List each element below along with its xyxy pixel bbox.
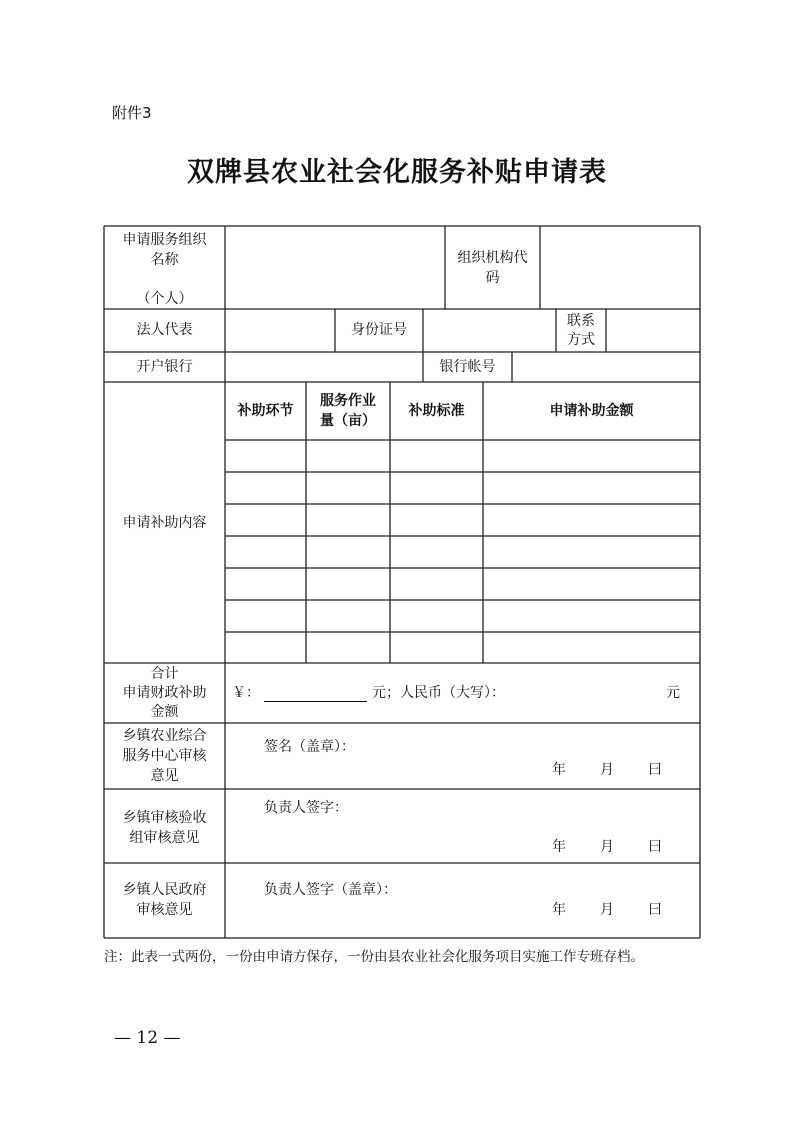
col-stage-header: 补助环节 <box>237 403 294 419</box>
town-gov-label-2: 审核意见 <box>136 902 193 918</box>
page-number: — 12 — <box>114 1028 181 1048</box>
contact-label-1: 联系 <box>567 313 595 329</box>
total-label-1: 合计 <box>150 666 179 682</box>
org-code-label-1: 组织机构代 <box>457 250 528 266</box>
id-number-label: 身份证号 <box>351 322 407 338</box>
bank-label: 开户银行 <box>136 359 193 375</box>
col-area-header-2: 量（亩） <box>320 413 376 429</box>
town-gov-label-1: 乡镇人民政府 <box>122 882 207 898</box>
legal-rep-label: 法人代表 <box>136 322 193 338</box>
gov-month: 月 <box>600 902 614 918</box>
attachment-label: 附件3 <box>112 104 152 122</box>
org-code-label-2: 码 <box>485 270 500 286</box>
yuan-end-label: 元 <box>666 685 680 701</box>
form-note: 注：此表一式两份，一份由申请方保存，一份由县农业社会化服务项目实施工作专班存档。 <box>104 949 644 965</box>
bank-account-label: 银行帐号 <box>439 359 496 375</box>
check-day: 曰 <box>648 839 662 855</box>
total-label-2: 申请财政补助 <box>122 685 207 701</box>
center-day: 曰 <box>648 762 662 778</box>
org-name-label-2: 名称 <box>150 252 179 268</box>
contact-label-2: 方式 <box>567 332 595 348</box>
town-check-label-1: 乡镇审核验收 <box>122 810 207 826</box>
col-area-header-1: 服务作业 <box>320 393 376 409</box>
subsidy-content-label: 申请补助内容 <box>122 515 207 531</box>
town-check-label-2: 组审核意见 <box>129 830 200 846</box>
yuan-rmb-label: 元；人民币（大写）： <box>372 685 505 701</box>
gov-year: 年 <box>552 902 566 918</box>
total-label-3: 金额 <box>150 704 179 720</box>
yen-sign: ￥： <box>232 685 260 701</box>
page-title: 双牌县农业社会化服务补贴申请表 <box>187 157 607 188</box>
leader-sign-seal-label: 负责人签字（盖章）： <box>264 882 397 898</box>
town-center-label-3: 意见 <box>150 768 179 784</box>
col-amount-header: 申请补助金额 <box>549 403 634 419</box>
col-standard-header: 补助标准 <box>408 403 465 419</box>
org-name-label-3: （个人） <box>136 291 193 307</box>
check-month: 月 <box>600 839 614 855</box>
gov-day: 曰 <box>648 902 662 918</box>
leader-sign-label: 负责人签字： <box>264 800 348 816</box>
org-name-label-1: 申请服务组织 <box>122 232 207 248</box>
amount-blank-line <box>264 684 367 702</box>
check-year: 年 <box>552 839 566 855</box>
center-year: 年 <box>552 762 566 778</box>
center-month: 月 <box>600 762 614 778</box>
sign-seal-label: 签名（盖章）： <box>264 739 355 755</box>
town-center-label-2: 服务中心审核 <box>122 748 207 764</box>
town-center-label-1: 乡镇农业综合 <box>122 728 207 744</box>
